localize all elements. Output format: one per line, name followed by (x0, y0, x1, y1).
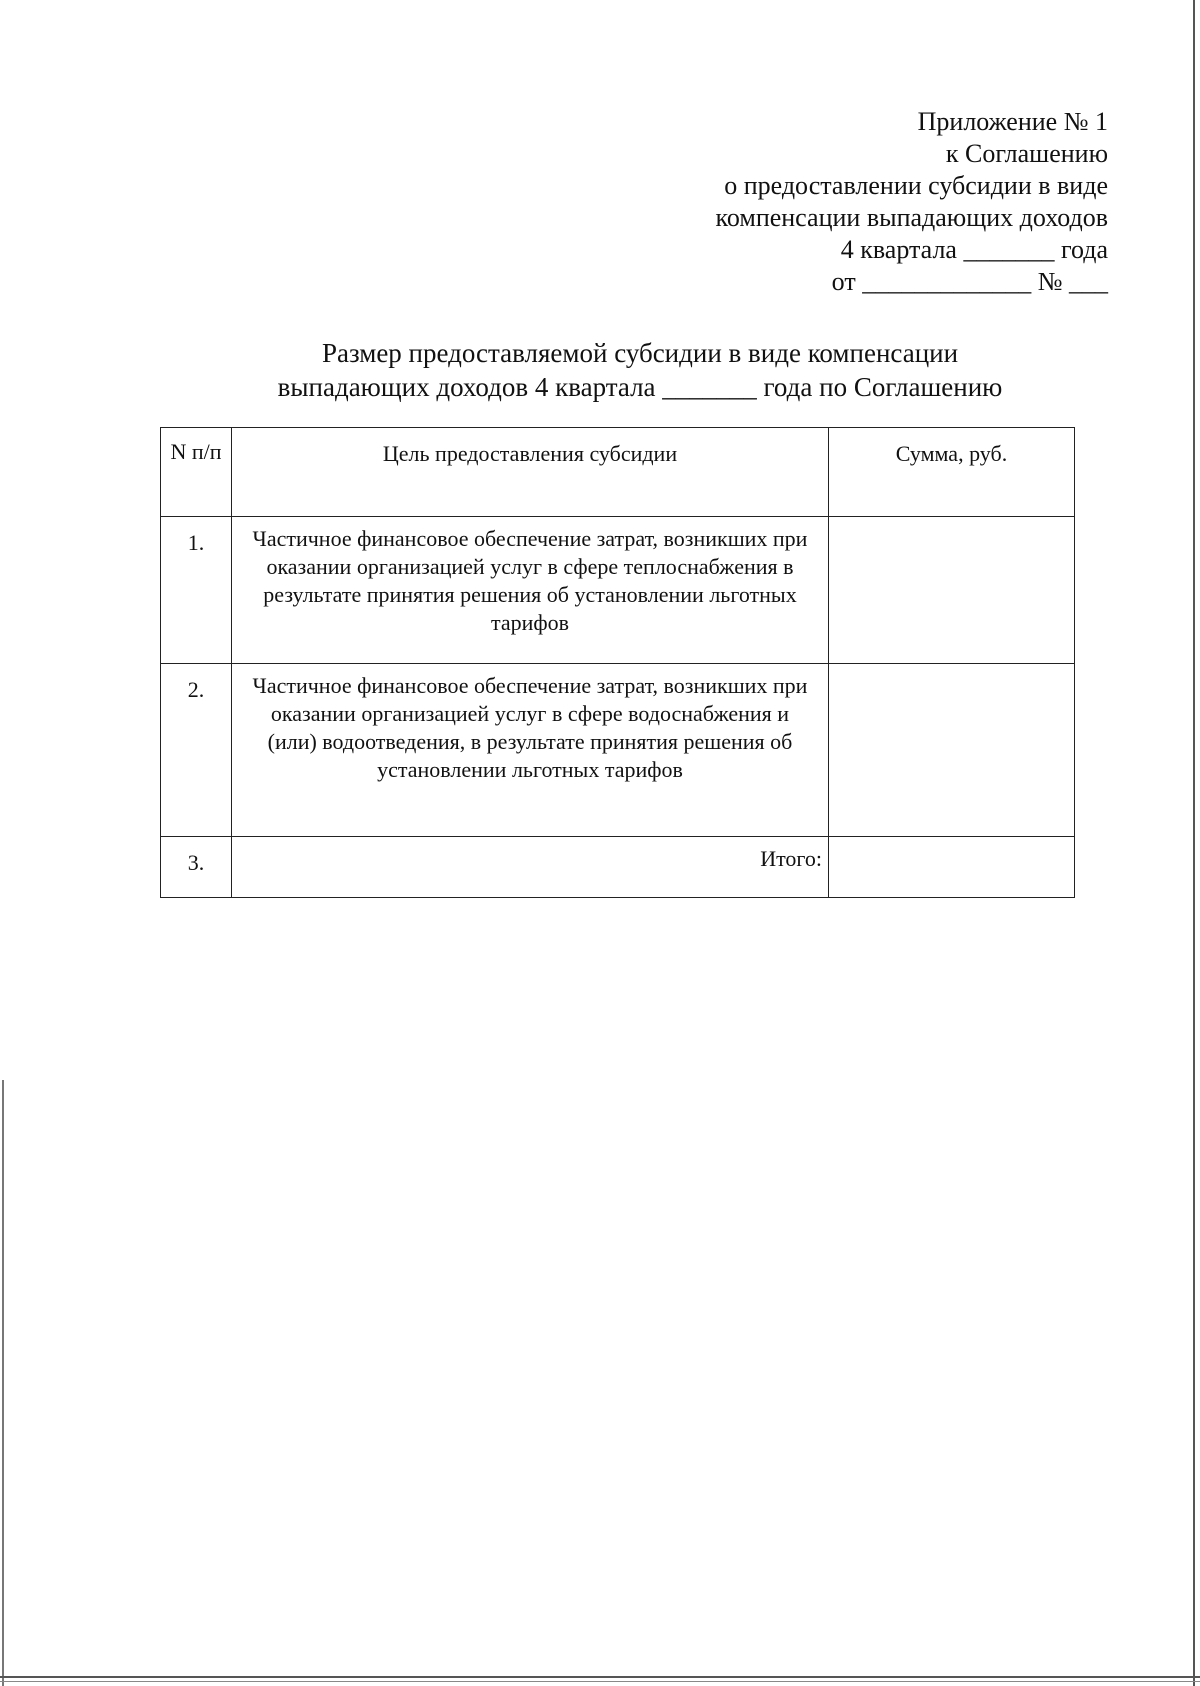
scan-edge-right (1193, 0, 1195, 1686)
scan-edge-left (2, 1080, 4, 1686)
total-num: 3. (187, 850, 205, 875)
annex-line-date-number: от _____________ № ___ (831, 267, 1108, 296)
header-goal-label: Цель предоставления субсидии (382, 441, 678, 466)
row-num-cell (161, 517, 232, 664)
row-goal-text: Частичное финансовое обеспечение затрат, возникших при оказании организацией услуг в сфере теплоснабжения в результате принятия решения об установлении льготных тарифов (252, 526, 808, 635)
row-goal-cell (232, 664, 829, 837)
header-num-label: N п/п (170, 439, 222, 464)
row-num: 1. (187, 530, 205, 555)
row-goal-cell (232, 517, 829, 664)
heading-line-1: Размер предоставляемой субсидии в виде компенсации (321, 338, 959, 368)
total-num-cell (161, 837, 232, 898)
table-total-row (161, 837, 1075, 898)
table-header-row (161, 428, 1075, 517)
header-cell-goal (232, 428, 829, 517)
annex-line-compensation: компенсации выпадающих доходов (715, 203, 1108, 232)
header-cell-num (161, 428, 232, 517)
row-num: 2. (187, 677, 205, 702)
annex-line-quarter: 4 квартала _______ года (840, 235, 1108, 264)
row-sum-cell (829, 664, 1075, 837)
header-cell-sum (829, 428, 1075, 517)
total-label: Итого: (760, 846, 822, 871)
row-num-cell (161, 664, 232, 837)
table-row (161, 517, 1075, 664)
annex-line-title: Приложение № 1 (917, 107, 1108, 136)
document-heading (160, 336, 1120, 404)
total-label-cell (232, 837, 829, 898)
row-goal-text: Частичное финансовое обеспечение затрат, возникших при оказании организацией услуг в сфере водоснабжения и (или) водоотведения, в результате принятия решения об установлении льготных тарифов (252, 673, 808, 782)
annex-line-subject: о предоставлении субсидии в виде (724, 171, 1108, 200)
total-sum-cell (829, 837, 1075, 898)
scan-edge-bottom-inner (0, 1681, 1200, 1682)
subsidy-table (160, 427, 1075, 898)
row-sum-cell (829, 517, 1075, 664)
header-sum-label: Сумма, руб. (895, 441, 1008, 466)
annex-header (588, 106, 1108, 298)
heading-line-2: выпадающих доходов 4 квартала _______ года по Соглашению (277, 372, 1003, 402)
annex-line-agreement: к Соглашению (945, 139, 1108, 168)
scan-edge-bottom (0, 1676, 1200, 1678)
table-row (161, 664, 1075, 837)
